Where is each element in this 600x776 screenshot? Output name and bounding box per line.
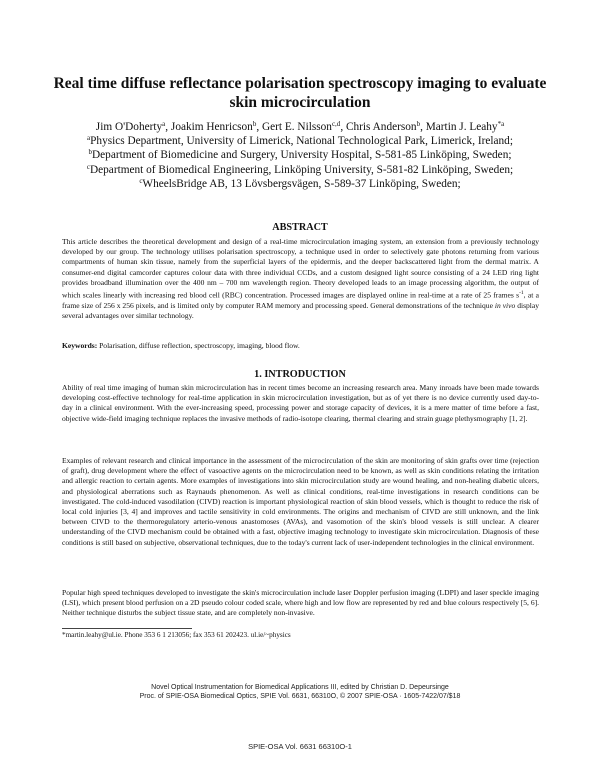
footer-line: Proc. of SPIE-OSA Biomedical Optics, SPIE Vol. 6631, 66310O, © 2007 SPIE-OSA · 1605-7422/07/$18 (139, 693, 461, 700)
affiliation-text: Physics Department, University of Limerick, National Technological Park, Limerick, Ireland; (90, 135, 513, 148)
footnote-divider (62, 628, 192, 629)
affiliation (40, 148, 560, 162)
affiliation-text: WheelsBridge AB, 13 Lövsbergsvägen, S-589-37 Linköping, Sweden; (142, 177, 461, 190)
keywords-label: Keywords: (62, 341, 98, 350)
author-affiliation-mark: b (416, 120, 421, 128)
author-name: Chris Anderson (345, 121, 417, 133)
abstract-superscript: -1 (519, 290, 524, 297)
affiliation (40, 163, 560, 177)
affiliation-mark: c (86, 162, 90, 171)
keywords (62, 341, 539, 351)
paragraph: Examples of relevant research and clinical importance in the assessment of the microcirculation of the skin are monitoring of skin grafts over time (rejection of graft), drug development where the effect of vasoactive agents on the microcirculation need to be known, as well as skin conditions relating the irritation and allergic reaction to certain agents. More examples of investigations into skin microcirculation study are wound healing, and non-healing diabetic ulcers, and physiological aberrations such as Raynauds phenomenon. As well as clinical conditions, real-time investigations in research conditions can be investigated. The cold-induced vasodilation (CIVD) reaction is important physiological reaction of skin blood vessels, which is thought to reduce the risk of local cold injuries [3, 4] and improves and tactile sensitivity in cold environments. The origins and mechanism of CIVD are still unknown, and the link between CIVD to the thermoregulatory arterio-venous anastomoses (AVAs), and vasomotion of the skin's blood vessels is still unclear. A clearer understanding of the CIVD mechanism could be obtained with a fast, objective imaging technology to investigate skin microcirculation. Diagnosis of these conditions is still based on subjective, observational techniques, due to the today's current lack of user-independent technologies in the clinical environment. (62, 456, 539, 547)
affiliation (40, 134, 560, 148)
footer-line: Novel Optical Instrumentation for Biomedical Applications III, edited by Christian D. Depeursinge (151, 684, 449, 691)
affiliation-mark: a (87, 134, 91, 143)
section-heading: 1. INTRODUCTION (254, 369, 346, 380)
author-name: Martin J. Leahy (425, 121, 498, 133)
author-name: Gert E. Nilsson (261, 121, 332, 133)
abstract-text-part: , at a frame size of 256 x 256 pixels, and is limited only by computer RAM memory and processing speed. General demonstrations of the technique (62, 290, 539, 310)
abstract-text (62, 237, 539, 321)
abstract-italic: in vivo (494, 300, 516, 310)
paper-title: Real time diffuse reflectance polarisation spectroscopy imaging to evaluate skin microcirculation (53, 75, 547, 111)
affiliation-text: Department of Biomedicine and Surgery, University Hospital, S-581-85 Linköping, Sweden; (92, 149, 512, 162)
abstract-text-part: This article describes the theoretical development and design of a real-time microcirculation imaging system, an extension from a previously technology developed by our group. The technology utilises polarisation spectroscopy, a technique used in order to selectively gate photons returning from various compartments of human skin tissue, namely from the superficial layers of the epidermis, and the deeper backscattered light from the dermal matrix. A consumer-end digital camcorder captures colour data with three individual CCDs, and a custom designed light source consisting of a 24 LED ring light provides broadband illumination over the 400 nm – 700 nm wavelength region. Theory developed leads to an image processing algorithm, the output of which scales linearly with increasing red blood cell (RBC) concentration. Processed images are displayed online in real-time at a rate of 25 frames s (62, 237, 539, 300)
author-affiliation-mark: b (252, 120, 257, 128)
author-list: Jim O'Doherty$^a$, Joakim Henricson$^b$, Gert E. Nilsson$^{c,d}$, Chris Anderson$^b$, Martin J. Leahy$^{*a}$ (95, 120, 505, 133)
paragraph: Popular high speed techniques developed to investigate the skin's microcirculation include laser Doppler perfusion imaging (LDPI) and laser speckle imaging (LSI), which present blood perfusion on a 2D pseudo colour coded scale, where high and low flow are represented by red and blue colours respectively [5, 6]. Neither technique disturbs the subject tissue state, and are completely non-invasive. (62, 588, 539, 618)
keywords-text: Polarisation, diffuse reflection, spectroscopy, imaging, blood flow. (97, 341, 300, 350)
abstract-text-part: display several advantages over similar technology. (62, 300, 540, 320)
paragraph: Ability of real time imaging of human skin microcirculation has in recent times become an increasing research area. Many inroads have been made towards developing cost-effective technology for real-time application in skin microcirculation investigation, but as of yet there is no device currently used day-to-day in a clinical environment. With the ever-increasing speed, processing power and storage capacity of devices, it is a mere matter of time before a fast, objective wide-field imaging technique replaces the invasive methods of radio-isotope clearing, thermal clearing and strain guage plethysmography [1, 2]. (62, 383, 539, 423)
affiliation (40, 177, 560, 191)
page-number: SPIE-OSA Vol. 6631 66310O-1 (248, 742, 352, 751)
footnote: *martin.leahy@ul.ie. Phone 353 6 1 213056; fax 353 61 202423. ul.ie/~physics (62, 631, 291, 639)
author-name: Joakim Henricson (170, 121, 253, 133)
author-affiliation-mark: a (162, 120, 166, 128)
affiliation-text: Department of Biomedical Engineering, Linköping University, S-581-82 Linköping, Sweden; (89, 163, 514, 176)
author-affiliation-mark: *a (497, 120, 505, 128)
abstract-heading: ABSTRACT (272, 222, 328, 233)
affiliation-mark: b (88, 148, 92, 157)
page-footer (40, 683, 560, 701)
author-name: Jim O'Doherty (95, 121, 163, 133)
author-affiliation-mark: c,d (331, 120, 341, 128)
author-block (40, 120, 560, 191)
affiliation-mark: c (139, 176, 143, 185)
